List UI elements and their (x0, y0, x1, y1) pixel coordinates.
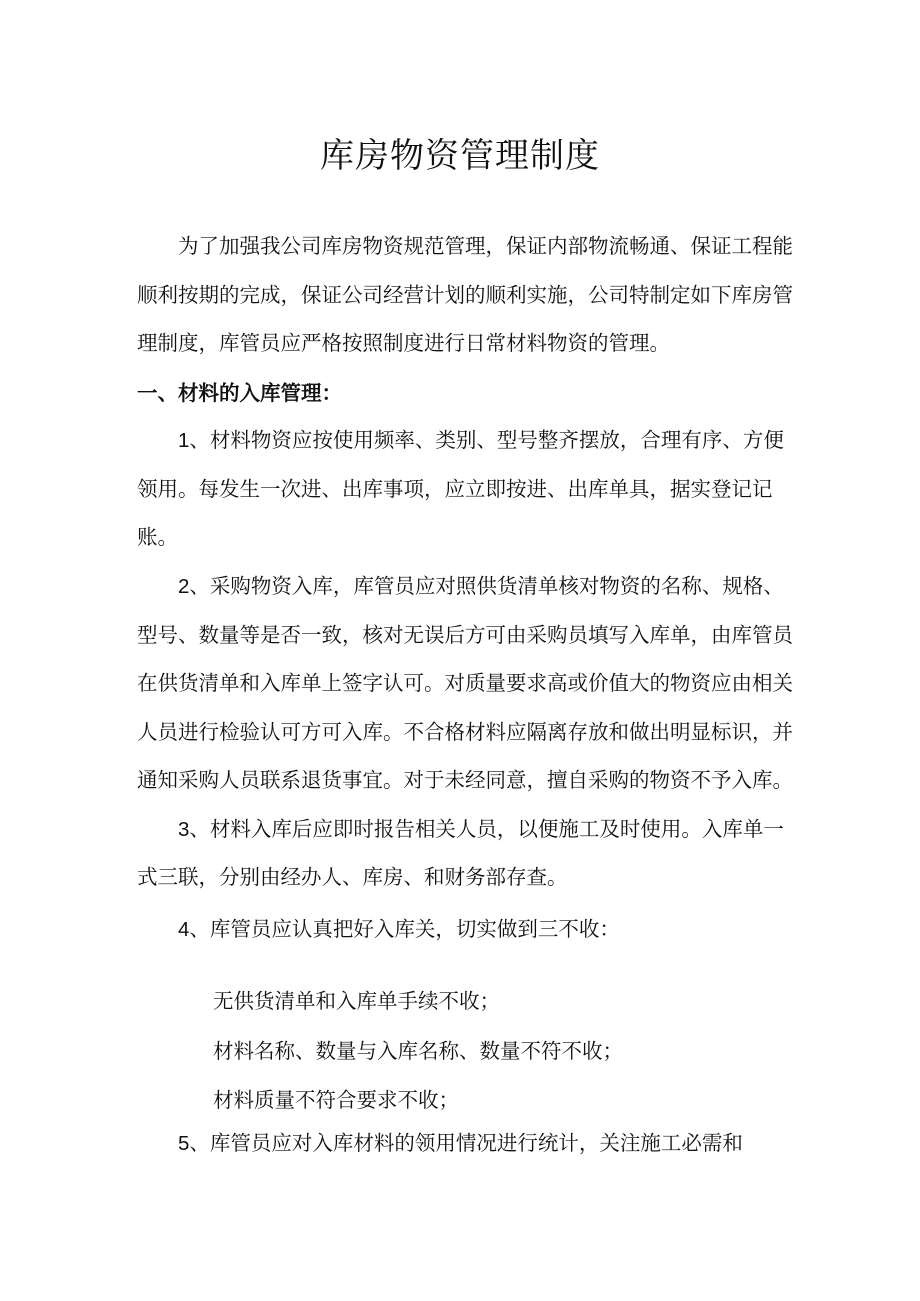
item-1-number: 1 (178, 429, 190, 452)
item-2-text: 、采购物资入库，库管员应对照供货清单核对物资的名称、规格、 (189, 574, 784, 598)
item-3-text: 、材料入库后应即时报告相关人员，以便施工及时使用。入库单一 (189, 817, 784, 841)
item-4-sub-2: 材料名称、数量与入库名称、数量不符不收； (213, 1039, 623, 1063)
item-1-line-3: 账。 (137, 525, 178, 549)
intro-line-2: 顺利按期的完成，保证公司经营计划的顺利实施，公司特制定如下库房管 (137, 283, 793, 307)
item-3-number: 3 (178, 818, 190, 841)
item-3-line-2: 式三联，分别由经办人、库房、和财务部存查。 (137, 865, 568, 889)
item-4-line-1 (178, 914, 620, 945)
item-2-line-1 (178, 571, 784, 602)
item-4-text: 、库管员应认真把好入库关，切实做到三不收： (189, 917, 620, 941)
item-5-line-1 (178, 1128, 743, 1159)
item-1-text: 、材料物资应按使用频率、类别、型号整齐摆放，合理有序、方便 (189, 428, 784, 452)
item-2-line-2: 型号、数量等是否一致，核对无误后方可由采购员填写入库单，由库管员 (137, 623, 793, 647)
item-2-number: 2 (178, 575, 190, 598)
intro-line-1: 为了加强我公司库房物资规范管理，保证内部物流畅通、保证工程能 (178, 234, 793, 258)
item-2-line-5: 通知采购人员联系退货事宜。对于未经同意，擅自采购的物资不予入库。 (137, 768, 793, 792)
item-3-line-1 (178, 814, 784, 845)
item-1-line-1 (178, 425, 784, 456)
section-heading: 一、材料的入库管理： (137, 381, 342, 405)
item-5-number: 5 (178, 1132, 190, 1155)
intro-line-3: 理制度，库管员应严格按照制度进行日常材料物资的管理。 (137, 331, 670, 355)
item-5-text: 、库管员应对入库材料的领用情况进行统计，关注施工必需和 (189, 1131, 743, 1155)
item-4-sub-3: 材料质量不符合要求不收； (213, 1088, 459, 1112)
item-1-line-2: 领用。每发生一次进、出库事项，应立即按进、出库单具，据实登记记 (137, 477, 773, 501)
item-4-sub-1: 无供货清单和入库单手续不收； (213, 989, 500, 1013)
item-2-line-4: 人员进行检验认可方可入库。不合格材料应隔离存放和做出明显标识，并 (137, 720, 793, 744)
document-title: 库房物资管理制度 (320, 136, 600, 176)
item-2-line-3: 在供货清单和入库单上签字认可。对质量要求高或价值大的物资应由相关 (137, 671, 793, 695)
item-4-number: 4 (178, 918, 190, 941)
